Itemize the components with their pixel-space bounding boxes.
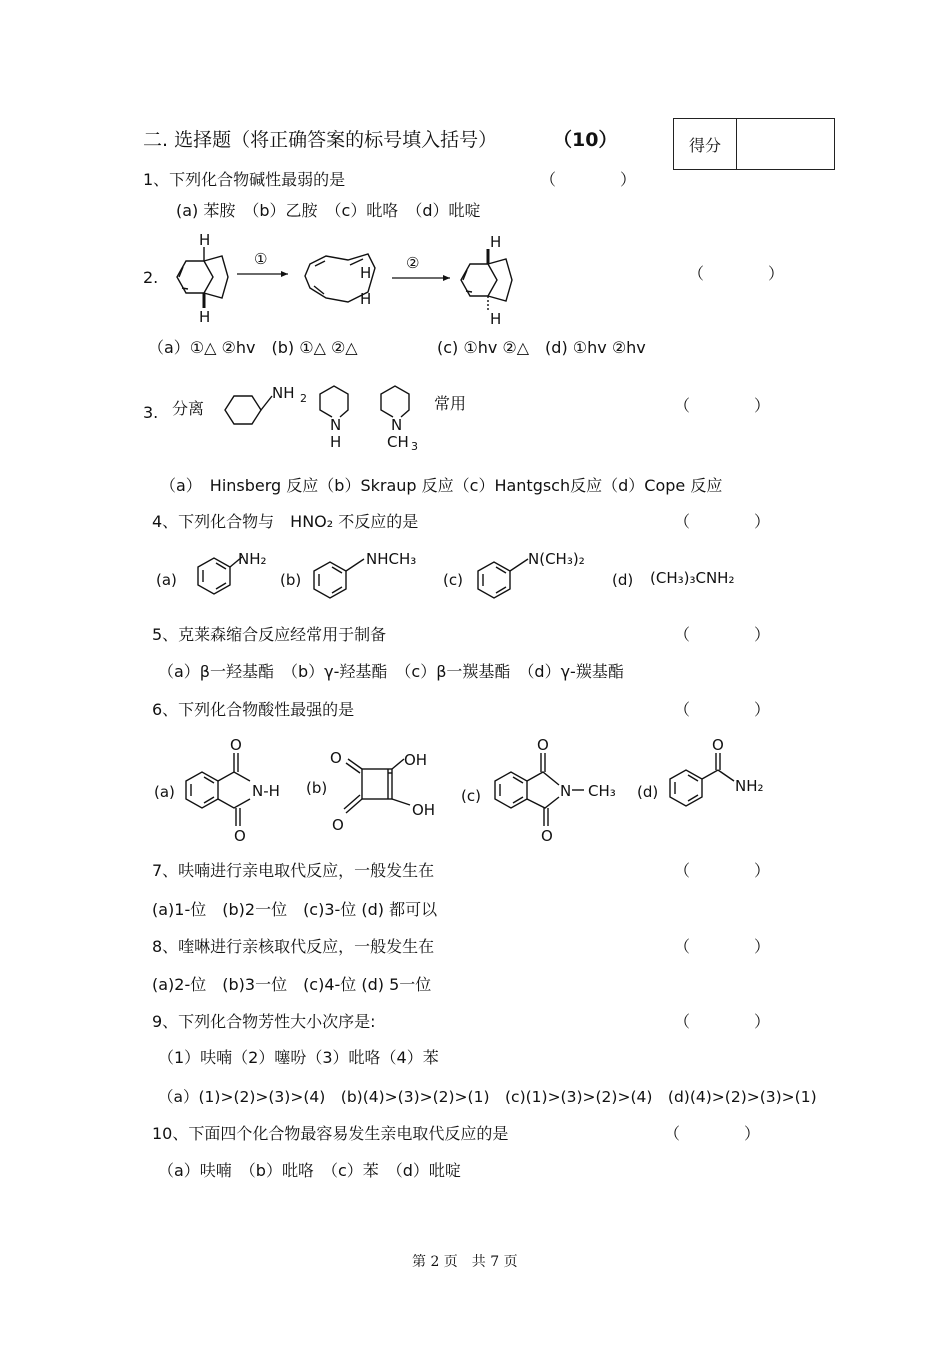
- q6-stem: 6、下列化合物酸性最强的是: [152, 700, 355, 719]
- q6-structures: [150, 735, 790, 845]
- q9-answer-bracket[interactable]: （ ）: [674, 1012, 771, 1031]
- q10-answer-bracket[interactable]: （ ）: [664, 1124, 761, 1143]
- cyclohexylamine-structure: [225, 396, 272, 424]
- piperidine-structure: [320, 386, 348, 417]
- n-methylaniline-structure: [314, 559, 364, 598]
- q10-stem: 10、下面四个化合物最容易发生亲电取代反应的是: [152, 1124, 509, 1143]
- piperidine-h: H: [330, 433, 342, 451]
- aniline-nh2: NH₂: [238, 550, 267, 568]
- q6c-o-top: O: [537, 736, 549, 754]
- section-points: （10）: [553, 129, 618, 151]
- q1-options: (a) 苯胺 （b）乙胺 （c）吡咯 （d）吡啶: [176, 201, 481, 220]
- h-bottom-1: H: [199, 308, 211, 326]
- section-title: 二. 选择题（将正确答案的标号填入括号）: [143, 129, 498, 151]
- q4-option-c: (c): [443, 571, 463, 589]
- squaric-acid-structure: [344, 759, 410, 813]
- q1-answer-bracket[interactable]: （ ）: [540, 170, 637, 189]
- q3-prefix: 分离: [172, 399, 205, 418]
- q1-stem: 1、下列化合物碱性最弱的是: [143, 170, 346, 189]
- q2-answer-bracket[interactable]: （ ）: [688, 264, 785, 283]
- nme2-label: N(CH₃)₂: [528, 550, 585, 568]
- q7-answer-bracket[interactable]: （ ）: [674, 861, 771, 880]
- q6d-nh2: NH₂: [735, 777, 764, 795]
- q4-option-a: (a): [156, 571, 177, 589]
- h-top-1: H: [199, 231, 211, 249]
- q3-answer-bracket[interactable]: （ ）: [674, 396, 771, 415]
- q9-list: （1）呋喃（2）噻吩（3）吡咯（4）苯: [158, 1048, 439, 1067]
- q6a-nh: N-H: [252, 782, 280, 800]
- piperidine-n: N: [330, 416, 342, 434]
- h-top-2: H: [490, 233, 502, 251]
- q3-options: （a） Hinsberg 反应（b）Skraup 反应（c）Hantgsch反应（d）Cope 反应: [160, 476, 723, 495]
- q10-options: （a）呋喃 （b）吡咯 （c）苯 （d）吡啶: [158, 1161, 461, 1180]
- q2-reaction-scheme: [160, 231, 560, 328]
- q6b-oh-top: OH: [404, 751, 428, 769]
- q4-answer-bracket[interactable]: （ ）: [674, 512, 771, 531]
- nh2-subscript: 2: [300, 392, 307, 405]
- methylpiperidine-ch: CH: [387, 433, 409, 451]
- aniline-structure: [198, 557, 242, 594]
- q6c-ch3: CH₃: [588, 782, 616, 800]
- q9-stem: 9、下列化合物芳性大小次序是:: [152, 1012, 376, 1031]
- q3-suffix: 常用: [434, 394, 467, 413]
- q2-number: 2.: [143, 268, 159, 287]
- ch3-subscript: 3: [411, 440, 418, 453]
- q9-options: （a）(1)>(2)>(3)>(4) (b)(4)>(3)>(2)>(1) (c)(1)>(3)>(2)>(4) (d)(4)>(2)>(3)>(1): [158, 1088, 817, 1106]
- nhch3-label: NHCH₃: [366, 550, 417, 568]
- page-footer: 第 2 页 共 7 页: [412, 1254, 518, 1270]
- q6c-o-bottom: O: [541, 827, 553, 845]
- q6a-o-bottom: O: [234, 827, 246, 845]
- q2-step2-label: ②: [406, 254, 420, 272]
- q2-step1-label: ①: [254, 250, 268, 268]
- indane-structure-2: [461, 249, 512, 311]
- q6-answer-bracket[interactable]: （ ）: [674, 700, 771, 719]
- h-inner-2: H: [360, 290, 372, 308]
- score-box: [673, 118, 835, 170]
- q6b-oh-bottom: OH: [412, 801, 436, 819]
- q6-option-a: (a): [154, 783, 175, 801]
- q6c-n: N: [560, 782, 572, 800]
- indane-structure-1: [177, 247, 228, 308]
- q3-number: 3.: [143, 403, 159, 422]
- tbutylamine-label: (CH₃)₃CNH₂: [650, 569, 735, 587]
- n-methylpiperidine-structure: [381, 386, 409, 417]
- q5-answer-bracket[interactable]: （ ）: [674, 625, 771, 644]
- h-inner-1: H: [360, 264, 372, 282]
- q5-options: （a）β一羟基酯 （b）γ-羟基酯 （c）β一羰基酯 （d）γ-羰基酯: [158, 662, 624, 681]
- q6-option-b: (b): [306, 779, 328, 797]
- q8-stem: 8、喹啉进行亲核取代反应，一般发生在: [152, 937, 435, 956]
- q4-stem: 4、下列化合物与 HNO₂ 不反应的是: [152, 512, 419, 531]
- q4-structures: [150, 545, 770, 605]
- q6b-o-top: O: [330, 749, 342, 767]
- q5-stem: 5、克莱森缩合反应经常用于制备: [152, 625, 387, 644]
- score-label: 得分: [674, 119, 737, 169]
- q6a-o-top: O: [230, 736, 242, 754]
- methylpiperidine-n: N: [391, 416, 403, 434]
- q8-options: (a)2-位 (b)3一位 (c)4-位 (d) 5一位: [152, 975, 432, 994]
- q4-option-b: (b): [280, 571, 302, 589]
- q7-options: (a)1-位 (b)2一位 (c)3-位 (d) 都可以: [152, 900, 438, 919]
- q7-stem: 7、呋喃进行亲电取代反应，一般发生在: [152, 861, 435, 880]
- q8-answer-bracket[interactable]: （ ）: [674, 937, 771, 956]
- q6d-o: O: [712, 736, 724, 754]
- q2-options-ab: （a）①△ ②hv (b) ①△ ②△: [148, 338, 358, 357]
- phthalimide-analog-structure: [186, 753, 250, 826]
- benzamide-structure: [670, 753, 734, 806]
- q6b-o-bottom: O: [332, 816, 344, 834]
- h-bottom-2: H: [490, 310, 502, 328]
- q2-options-cd: (c) ①hv ②△ (d) ①hv ②hv: [437, 338, 646, 357]
- q6-option-c: (c): [461, 787, 481, 805]
- q4-option-d: (d): [612, 571, 634, 589]
- q6-option-d: (d): [637, 783, 659, 801]
- nh2-label: NH: [272, 384, 295, 402]
- q3-amine-structures: [220, 380, 440, 455]
- n-dimethylaniline-structure: [478, 559, 528, 598]
